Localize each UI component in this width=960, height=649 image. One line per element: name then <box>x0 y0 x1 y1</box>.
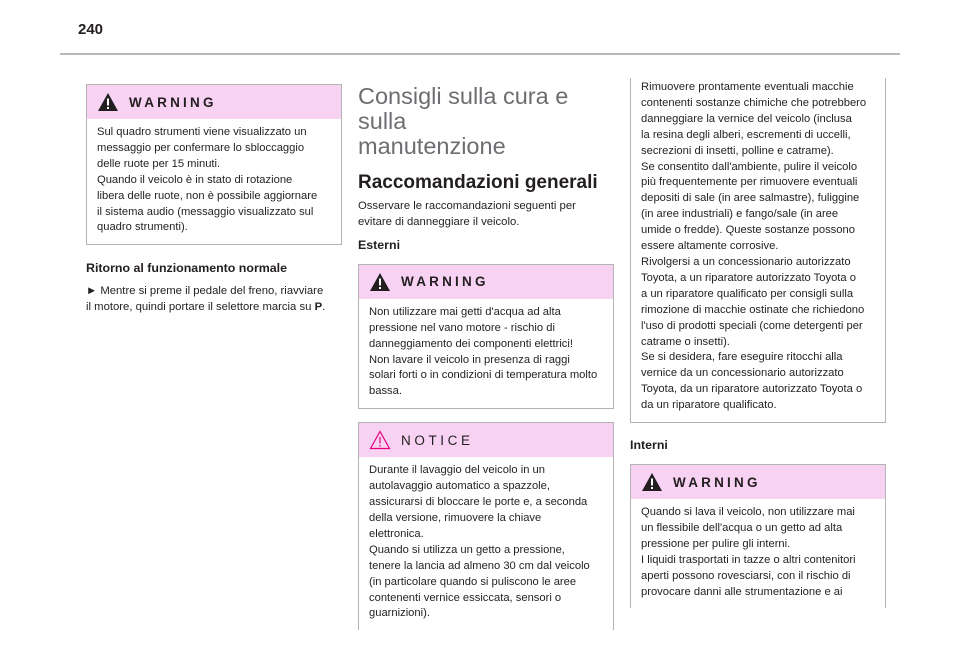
subheading-exterior: Esterni <box>358 237 401 252</box>
page-number: 240 <box>78 21 104 38</box>
column-2 <box>358 84 614 630</box>
text-line: Quando il veicolo è in stato di rotazione <box>97 173 293 186</box>
section-title: Raccomandazioni generali <box>358 172 598 193</box>
warning-title: WARNING <box>129 94 217 110</box>
subheading-return-normal: Ritorno al funzionamento normale <box>86 261 288 276</box>
warning-body: Quando si lava il veicolo, non utilizzare mai un flessibile dell'acqua o un getto ad alta pressione per pulire gli interni. I liquidi trasportati in tazze o altri contenitori aperti possono rovesciarsi, con il rischio di provocare danni alle strumentazione e ai <box>641 506 856 598</box>
warning-header <box>87 85 341 119</box>
notice-title: NOTICE <box>401 432 474 448</box>
warning-triangle-icon <box>97 92 119 112</box>
text-line: quadro strumenti). <box>97 221 188 234</box>
warning-header <box>631 465 885 499</box>
warning-title: WARNING <box>401 274 489 290</box>
warning-header <box>359 265 613 299</box>
warning-box <box>358 264 614 409</box>
notice-body-continued: Rimuovere prontamente eventuali macchie contenenti sostanze chimiche che potrebbero danneggiare la vernice del veicolo (inclusa la resina degli alberi, escrementi di uccelli, secrezioni di insetti, polline e catrame). Se consentito dall'ambiente, pulire il veicolo più frequentemente per rimuovere eventuali depositi di sale (in aree salmastre), fuliggine (in aree industriali) e fango/sale (in aree umide o fredde). Queste sostanze possono essere altamente corrosive. Rivolgersi a un concessionario autorizzato Toyota, a un riparatore autorizzato Toyota o a un riparatore qualificato per consigli sulla rimozione di macchie ostinate che richiedono l'uso di prodotti speciali (come detergenti per catrame o insetti). Se si desidera, fare eseguire ritocchi alla vernice da un concessionario autorizzato Toyota, da un riparatore autorizzato Toyota o da un riparatore qualificato. <box>641 81 867 412</box>
notice-header <box>359 423 613 457</box>
text-line: libera delle ruote, non è possibile aggiornare <box>97 189 318 202</box>
warning-body <box>87 119 341 244</box>
text-line: delle ruote per 15 minuti. <box>97 157 221 170</box>
notice-triangle-icon <box>369 430 391 450</box>
text-line: il sistema audio (messaggio visualizzato sul <box>97 205 314 218</box>
warning-triangle-icon <box>369 272 391 292</box>
warning-box <box>630 464 886 608</box>
text-line: messaggio per confermare lo sbloccaggio <box>97 141 305 154</box>
chapter-title: Consigli sulla cura e sulla manutenzione <box>358 83 569 159</box>
notice-box-continued <box>630 78 886 423</box>
text-line: Sul quadro strumenti viene visualizzato un <box>97 126 307 138</box>
notice-body: Durante il lavaggio del veicolo in un autolavaggio automatico a spazzole, assicurarsi di bloccare le porte e, a seconda della versione, rimuovere la chiave elettronica. Quando si utilizza un getto a pressione, tenere la lancia ad almeno 30 cm dal veicolo (in particolare quando si puliscono le aree contenenti vernice essiccata, sensori o guarnizioni). <box>369 464 590 620</box>
warning-triangle-icon <box>641 472 663 492</box>
instruction-step <box>86 284 342 316</box>
step-line-1: ► Mentre si preme il pedale del freno, riavviare <box>86 285 324 298</box>
column-1 <box>86 84 342 316</box>
column-3 <box>630 78 886 608</box>
warning-box <box>86 84 342 245</box>
step-line-2: il motore, quindi portare il selettore marcia su P. <box>86 301 326 314</box>
arrow-bullet-icon: ► <box>86 285 98 298</box>
intro-paragraph: Osservare le raccomandazioni seguenti per evitare di danneggiare il veicolo. <box>358 200 576 228</box>
warning-body: Non utilizzare mai getti d'acqua ad alta pressione nel vano motore - rischio di danneggiamento dei componenti elettrici! Non lavare il veicolo in presenza di raggi solari forti o in condizioni di temperatura molto bassa. <box>369 305 598 398</box>
subheading-interior: Interni <box>630 438 668 453</box>
gear-letter: P <box>314 301 323 314</box>
notice-box <box>358 422 614 630</box>
warning-title: WARNING <box>673 474 761 490</box>
header-divider <box>60 53 900 55</box>
